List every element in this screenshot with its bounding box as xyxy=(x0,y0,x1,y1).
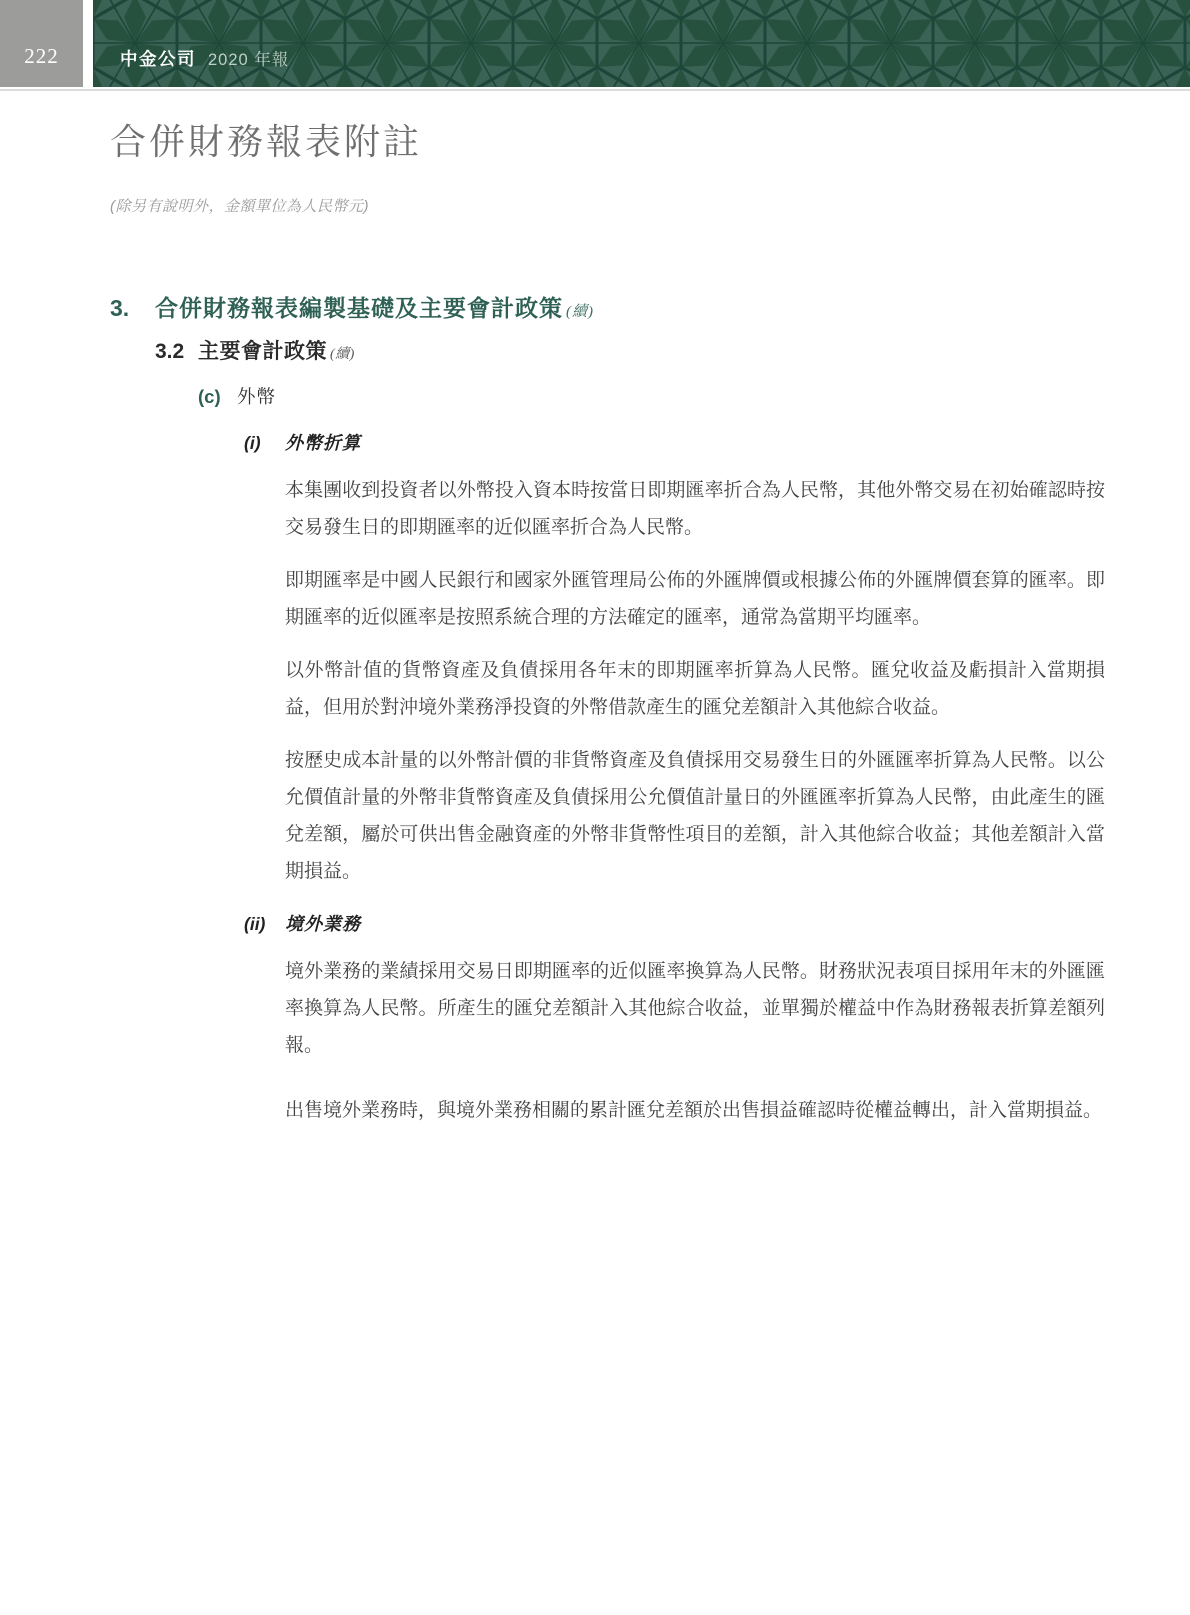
subsection-number: 3.2 xyxy=(155,340,185,363)
paragraph: 出售境外業務時，與境外業務相關的累計匯兌差額於出售損益確認時從權益轉出，計入當期損益。 xyxy=(285,1100,1103,1121)
subsection-3-2-heading xyxy=(155,335,1105,365)
company-name: 中金公司 xyxy=(120,49,196,69)
subsection-continued-mark: (續) xyxy=(330,347,355,362)
paragraph: 境外業務的業績採用交易日即期匯率的近似匯率換算為人民幣。財務狀況表項目採用年末的外匯匯率換算為人民幣。所產生的匯兌差額計入其他綜合收益，並單獨於權益中作為財務報表折算差額列報。 xyxy=(285,961,1105,1056)
document-title: 合併財務報表附註 xyxy=(110,122,423,162)
section-number: 3. xyxy=(110,295,130,321)
document-subtitle: (除另有說明外，金額單位為人民幣元) xyxy=(110,198,369,215)
item-c-heading xyxy=(198,383,1105,409)
item-i-heading xyxy=(244,429,1105,455)
item-i-label: (i) xyxy=(244,433,261,453)
header-divider xyxy=(0,89,1190,91)
item-ii-title: 境外業務 xyxy=(285,914,361,934)
page-number-box xyxy=(0,0,83,87)
asanoha-pattern-graphic xyxy=(93,0,1190,87)
item-c-title: 外幣 xyxy=(237,386,277,407)
report-year-title: 2020 年報 xyxy=(208,51,290,69)
item-ii-heading xyxy=(244,910,1105,936)
section-continued-mark: (續) xyxy=(566,304,594,320)
banner-label xyxy=(120,46,289,71)
header-banner xyxy=(93,0,1190,87)
page-header xyxy=(0,0,1190,87)
paragraph: 本集團收到投資者以外幣投入資本時按當日即期匯率折合為人民幣，其他外幣交易在初始確認時按交易發生日的即期匯率的近似匯率折合為人民幣。 xyxy=(285,480,1105,538)
item-ii-label: (ii) xyxy=(244,914,266,934)
page-number: 222 xyxy=(24,44,59,68)
subsection-title: 主要會計政策 (續) xyxy=(198,340,355,363)
item-i-title: 外幣折算 xyxy=(285,433,361,453)
section-title: 合併財務報表編製基礎及主要會計政策 (續) xyxy=(155,295,594,321)
paragraph: 即期匯率是中國人民銀行和國家外匯管理局公佈的外匯牌價或根據公佈的外匯牌價套算的匯率。即期匯率的近似匯率是按照系統合理的方法確定的匯率，通常為當期平均匯率。 xyxy=(285,570,1105,628)
item-c-label: (c) xyxy=(198,386,221,407)
page-content xyxy=(0,114,1190,1129)
section-3-heading xyxy=(110,290,1105,323)
header-gap xyxy=(83,0,93,87)
paragraph: 以外幣計值的貨幣資產及負債採用各年末的即期匯率折算為人民幣。匯兌收益及虧損計入當期損益，但用於對沖境外業務淨投資的外幣借款產生的匯兌差額計入其他綜合收益。 xyxy=(285,660,1105,718)
paragraph: 按歷史成本計量的以外幣計價的非貨幣資產及負債採用交易發生日的外匯匯率折算為人民幣。以公允價值計量的外幣非貨幣資產及負債採用公允價值計量日的外匯匯率折算為人民幣，由此產生的匯兌差額，屬於可供出售金融資產的外幣非貨幣性項目的差額，計入其他綜合收益；其他差額計入當期損益。 xyxy=(285,750,1105,882)
